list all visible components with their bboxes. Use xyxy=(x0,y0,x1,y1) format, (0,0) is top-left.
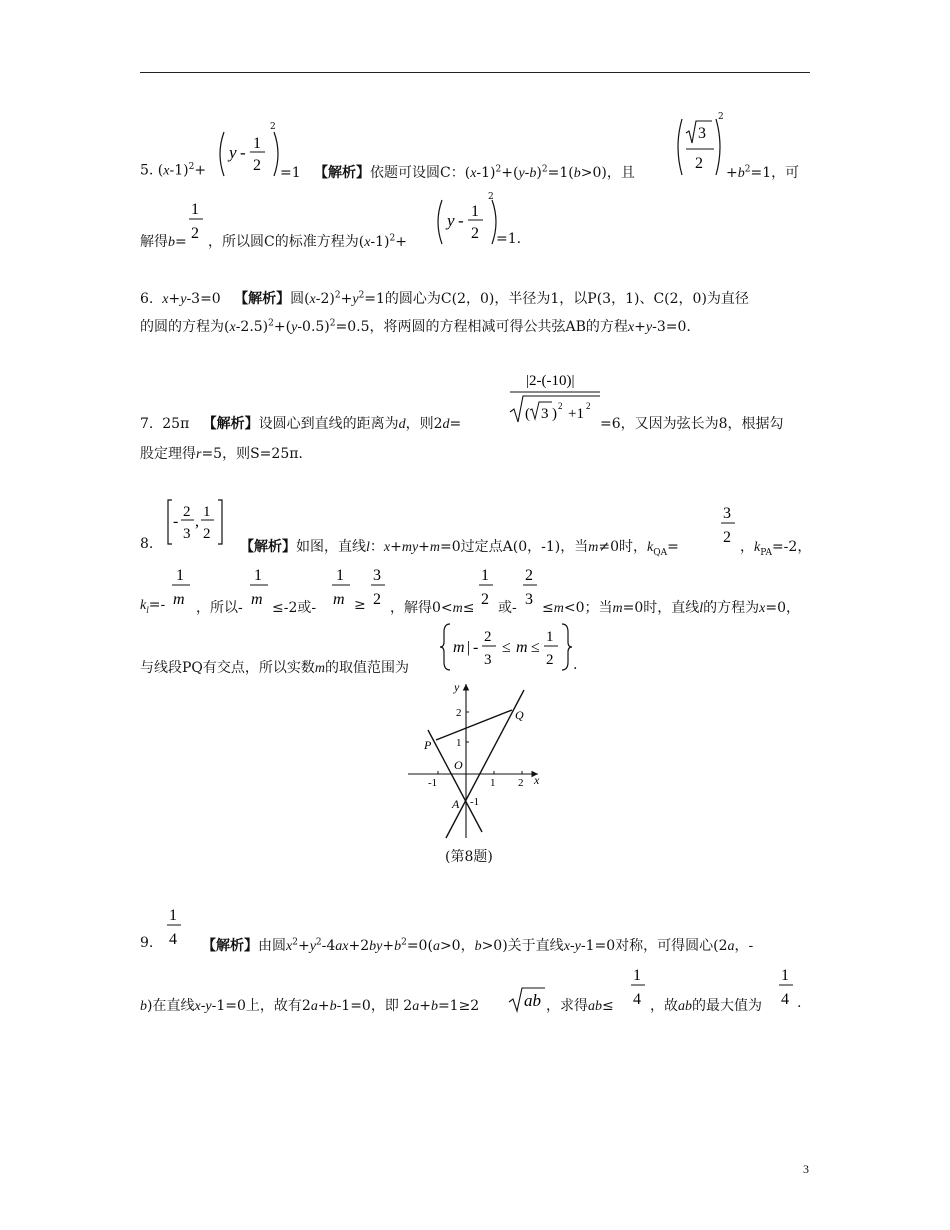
svg-text:-: - xyxy=(240,143,246,162)
svg-text:): ) xyxy=(552,406,557,422)
svg-text:2: 2 xyxy=(586,401,591,411)
svg-text:,: , xyxy=(195,513,199,530)
svg-text:2: 2 xyxy=(203,526,211,542)
p9-line2d: . xyxy=(797,995,802,1011)
p5-line2a: 解得b= xyxy=(140,234,187,250)
svg-text:(: ( xyxy=(525,406,530,422)
svg-text:3: 3 xyxy=(484,652,492,668)
svg-text:3: 3 xyxy=(525,591,533,608)
label-q: Q xyxy=(515,708,524,722)
svg-text:1: 1 xyxy=(191,201,199,218)
svg-text:1: 1 xyxy=(176,567,184,584)
svg-text:2: 2 xyxy=(546,652,554,668)
p8-line2d: ≥ xyxy=(354,597,366,613)
tick-x-2: 2 xyxy=(518,777,524,789)
svg-text:2: 2 xyxy=(695,155,703,172)
label-y: y xyxy=(454,680,460,694)
tick-y-2: 2 xyxy=(456,707,462,719)
p7-line1a: 7. 25π 【解析】设圆心到直线的距离为d，则2d= xyxy=(140,416,462,432)
p9-line2b: ，求得ab≤ xyxy=(546,998,614,1014)
svg-text:1: 1 xyxy=(169,907,177,924)
svg-text:m: m xyxy=(173,591,185,608)
svg-text:1: 1 xyxy=(471,203,479,220)
svg-text:1: 1 xyxy=(546,629,554,645)
p8-f3 xyxy=(330,562,352,614)
svg-text:1: 1 xyxy=(203,504,211,520)
svg-text:2: 2 xyxy=(183,504,191,520)
p8-line2f: 或- xyxy=(498,600,517,616)
p8-num: 8. xyxy=(140,536,154,552)
svg-text:≤: ≤ xyxy=(531,639,540,656)
p5-line2d: =1. xyxy=(496,231,522,247)
label-x: x xyxy=(534,773,540,787)
tick-y-neg1: -1 xyxy=(470,796,480,808)
p9-line1b: 【解析】由圆$x^2+y^2-4ax+2by+b^2=0(a>0$，b>0)关于直线x-y-1=0对称，可得圆心(2a，- xyxy=(202,937,754,954)
p8-f1 xyxy=(170,562,192,614)
p8-interval xyxy=(166,496,224,552)
svg-text:-: - xyxy=(173,513,179,530)
svg-text:2: 2 xyxy=(525,567,533,584)
svg-text:1: 1 xyxy=(336,567,344,584)
p9-frac-end xyxy=(776,962,796,1014)
p8-line1-tail: ，$k_{PA}=-2$， xyxy=(740,539,812,558)
label-p: P xyxy=(424,738,432,752)
p9-line1a: 9. xyxy=(140,935,154,951)
p8-line3b: . xyxy=(573,657,578,673)
figure-caption: (第8题) xyxy=(445,849,493,865)
p8-set xyxy=(440,620,572,678)
svg-text:3: 3 xyxy=(698,125,706,142)
tick-y-1: 1 xyxy=(456,737,462,749)
svg-text:4: 4 xyxy=(633,991,641,1008)
svg-text:2: 2 xyxy=(558,401,563,411)
svg-text:|: | xyxy=(467,639,471,656)
p8-line2e: ，解得0<m≤ xyxy=(390,600,475,616)
p9-frac-mid xyxy=(628,962,648,1014)
p8-f6 xyxy=(520,562,540,614)
p5-sup: 2 xyxy=(270,122,276,132)
p8-line3a: 与线段PQ有交点，所以实数m的取值范围为 xyxy=(140,660,410,676)
p9-sqrt-ab xyxy=(508,984,546,1018)
tick-x-neg1: -1 xyxy=(428,777,438,789)
svg-text:m: m xyxy=(251,591,263,608)
p7-big-frac xyxy=(508,368,602,434)
p7-line2: 股定理得r=5，则S=25π. xyxy=(140,446,303,462)
p5-paren-frac xyxy=(216,128,282,185)
p8-frac-32 xyxy=(718,500,738,552)
svg-text:-: - xyxy=(458,211,464,230)
svg-text:y: y xyxy=(447,211,455,230)
p5-paren-frac-2 xyxy=(434,196,500,252)
svg-text:≤: ≤ xyxy=(502,639,511,656)
p8-line2b: ，所以- xyxy=(196,600,243,616)
svg-text:m: m xyxy=(333,591,345,608)
p5-tail: $+b^2=1$，可 xyxy=(726,164,800,181)
p8-f2 xyxy=(248,562,270,614)
p8-line2: $k_l=-$ xyxy=(140,597,166,615)
p7-line1b: =6，又因为弦长为8，根据勾 xyxy=(600,416,784,432)
svg-text:4: 4 xyxy=(781,991,789,1008)
p9-line2a: b)在直线x-y-1=0上，故有2a+b-1=0，即 2a+b=1≥2 xyxy=(140,998,480,1014)
svg-text:2: 2 xyxy=(373,591,381,608)
svg-text:2: 2 xyxy=(481,591,489,608)
svg-text:1: 1 xyxy=(254,567,262,584)
p5-paren-y-half xyxy=(216,128,282,180)
svg-text:|2-(-10)|: |2-(-10)| xyxy=(526,373,575,389)
header-rule xyxy=(140,72,810,73)
figure-problem-8 xyxy=(400,676,550,841)
label-o: O xyxy=(454,758,463,772)
svg-text:2: 2 xyxy=(723,529,731,546)
p6-line2: 的圆的方程为$(x-2.5)^2+(y-0.5)^2=0.5$，将两圆的方程相减可得公共弦AB的方程x+y-3=0. xyxy=(140,318,691,335)
p8-line2g: ≤m<0；当m=0时，直线l的方程为x=0， xyxy=(542,600,801,616)
svg-text:3: 3 xyxy=(541,406,549,422)
svg-text:2: 2 xyxy=(471,225,479,242)
p8-f5 xyxy=(476,562,496,614)
svg-text:m: m xyxy=(516,639,528,656)
p5-sup3: 2 xyxy=(488,192,494,202)
svg-text:-: - xyxy=(473,639,479,656)
svg-text:ab: ab xyxy=(524,991,541,1010)
p9-line2c: ，故ab的最大值为 xyxy=(650,998,762,1014)
page-number: 3 xyxy=(803,1162,809,1176)
p8-line2c: ≤-2或- xyxy=(272,600,317,616)
p5-sup2: 2 xyxy=(718,112,724,122)
p5-line1: 5. $(x-1)^2+$ xyxy=(140,162,207,179)
p5-line1b: =1 【解析】依题可设圆C：$(x-1)^2+(y-b)^2=1(b>0)$，且 xyxy=(280,164,635,181)
svg-text:3: 3 xyxy=(723,505,731,522)
svg-text:2: 2 xyxy=(484,629,492,645)
p6-line1: 6. x+y-3=0 【解析】圆$(x-2)^2+y^2=1$的圆心为C(2，0)，半径为1，以P(3，1)、C(2，0)为直径 xyxy=(140,290,749,307)
svg-text:2: 2 xyxy=(191,225,199,242)
p8-line1: 【解析】如图，直线l：x+my+m=0过定点A(0，-1)，当m≠0时，$k_{QA}=$ xyxy=(240,539,679,558)
svg-text:2: 2 xyxy=(253,157,261,174)
p9-frac-top xyxy=(164,902,184,954)
svg-text:+1: +1 xyxy=(568,406,584,422)
p5-half-b xyxy=(186,198,206,248)
label-a: A xyxy=(452,797,460,811)
svg-text:1: 1 xyxy=(633,967,641,984)
svg-text:3: 3 xyxy=(183,526,191,542)
svg-text:1: 1 xyxy=(781,967,789,984)
svg-text:4: 4 xyxy=(169,931,177,948)
p5-sqrt3-frac xyxy=(674,115,724,185)
p5-line2b: ，所以圆C的标准方程为$(x-1)^2+$ xyxy=(208,233,407,250)
p8-f4 xyxy=(368,562,388,614)
svg-text:y: y xyxy=(229,143,237,162)
svg-text:1: 1 xyxy=(253,135,261,152)
tick-x-1: 1 xyxy=(490,777,496,789)
svg-text:1: 1 xyxy=(481,567,489,584)
svg-text:3: 3 xyxy=(373,567,381,584)
svg-text:m: m xyxy=(453,639,465,656)
